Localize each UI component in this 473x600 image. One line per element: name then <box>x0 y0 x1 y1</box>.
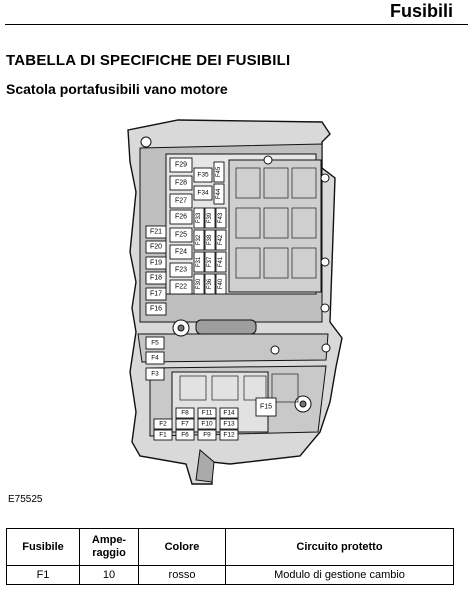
fuse-spec-table <box>6 528 454 585</box>
fuse-label: F18 <box>149 274 163 282</box>
fuse-label: F26 <box>174 213 188 221</box>
page-title: Fusibili <box>390 1 453 21</box>
fuse-f20 <box>146 241 166 253</box>
fuse-label: F27 <box>174 197 188 205</box>
fuse-label: F7 <box>181 420 189 428</box>
cell-amperage: 10 <box>80 566 139 585</box>
fuse-label: F22 <box>174 283 188 291</box>
fuse-f45 <box>214 162 224 182</box>
fuse-f36 <box>205 274 215 294</box>
cell-fuse: F1 <box>7 566 80 585</box>
fuse-f18 <box>146 272 166 284</box>
fuse-label: F32 <box>196 234 202 246</box>
fuse-label: F3 <box>151 370 159 378</box>
fuse-label: F6 <box>181 431 189 439</box>
fuse-f4 <box>146 352 164 364</box>
fuse-label: F40 <box>218 278 224 290</box>
header-divider <box>5 24 468 25</box>
fuse-label: F9 <box>203 431 211 439</box>
fuse-label: F11 <box>201 409 213 417</box>
fuse-f42 <box>216 230 226 250</box>
fuse-label: F25 <box>174 231 188 239</box>
fuse-f29 <box>170 158 192 172</box>
fuse-f25 <box>170 228 192 242</box>
table-header-row <box>7 529 454 566</box>
fuse-f10 <box>198 419 216 429</box>
fuse-f30 <box>194 274 204 294</box>
fuse-f21 <box>146 226 166 238</box>
fuse-f5 <box>146 337 164 349</box>
section-title: TABELLA DI SPECIFICHE DEI FUSIBILI <box>6 52 291 69</box>
fuse-f26 <box>170 210 192 224</box>
fuse-label: F5 <box>151 339 159 347</box>
fuse-f7 <box>176 419 194 429</box>
fuse-label: F31 <box>196 256 202 268</box>
cell-circuit: Modulo di gestione cambio <box>226 566 454 585</box>
fuse-label: F17 <box>149 290 163 298</box>
col-header-colore: Colore <box>139 529 226 566</box>
fuse-f23 <box>170 263 192 277</box>
fuse-label: F2 <box>159 420 167 428</box>
fuse-f12 <box>220 430 238 440</box>
fuse-f1 <box>154 430 172 440</box>
fuse-box-diagram <box>0 112 473 492</box>
fuse-f32 <box>194 230 204 250</box>
fuse-f39 <box>205 208 215 228</box>
fuse-f22 <box>170 280 192 294</box>
fuse-label: F30 <box>196 278 202 290</box>
fuse-label: F20 <box>149 243 163 251</box>
fuse-label: F43 <box>218 212 224 224</box>
fuse-f8 <box>176 408 194 418</box>
fuse-label: F14 <box>223 409 235 417</box>
page-header <box>0 0 473 22</box>
fuse-f2 <box>154 419 172 429</box>
fuse-f9 <box>198 430 216 440</box>
fuse-f6 <box>176 430 194 440</box>
fuse-label: F23 <box>174 266 188 274</box>
col-header-fusibile: Fusibile <box>7 529 80 566</box>
fuse-f11 <box>198 408 216 418</box>
fuse-label: F21 <box>149 228 163 236</box>
fuse-f3 <box>146 368 164 380</box>
fuse-f44 <box>214 184 224 204</box>
fuse-label: F38 <box>207 234 213 246</box>
fuse-label: F41 <box>218 256 224 268</box>
subsection-title: Scatola portafusibili vano motore <box>6 81 228 97</box>
fuse-label: F36 <box>207 278 213 290</box>
fuse-label: F10 <box>201 420 213 428</box>
fuse-f28 <box>170 176 192 190</box>
fuse-label: F28 <box>174 179 188 187</box>
fuse-label: F8 <box>181 409 189 417</box>
figure-code: E75525 <box>8 494 43 505</box>
fuse-f33 <box>194 208 204 228</box>
fuse-f27 <box>170 194 192 208</box>
fuse-label: F1 <box>159 431 167 439</box>
fuse-f41 <box>216 252 226 272</box>
fuse-f13 <box>220 419 238 429</box>
fuse-label: F42 <box>218 234 224 246</box>
fuse-f37 <box>205 252 215 272</box>
fuse-label: F24 <box>174 248 188 256</box>
fuse-label: F16 <box>149 305 163 313</box>
fuse-label: F29 <box>174 161 188 169</box>
cell-color: rosso <box>139 566 226 585</box>
fuse-label: F34 <box>197 189 209 197</box>
fuse-f17 <box>146 288 166 300</box>
fuse-label: F19 <box>149 259 163 267</box>
fuse-f40 <box>216 274 226 294</box>
col-header-circuito: Circuito protetto <box>226 529 454 566</box>
fuse-label: F33 <box>196 212 202 224</box>
fuse-f38 <box>205 230 215 250</box>
col-header-amperaggio: Ampe- raggio <box>80 529 139 566</box>
fuse-f31 <box>194 252 204 272</box>
fuse-f16 <box>146 303 166 315</box>
fuse-f24 <box>170 245 192 259</box>
fuse-f43 <box>216 208 226 228</box>
fuse-label: F45 <box>216 166 222 178</box>
fuse-label: F39 <box>207 212 213 224</box>
fuse-f19 <box>146 257 166 269</box>
table-row <box>7 566 454 585</box>
fuse-label: F35 <box>197 171 209 179</box>
fuse-label: F4 <box>151 354 159 362</box>
fuse-label: F37 <box>207 256 213 268</box>
fuse-label: F44 <box>216 188 222 200</box>
fuse-label: F15 <box>259 403 273 411</box>
fuse-f14 <box>220 408 238 418</box>
fuse-label: F13 <box>223 420 235 428</box>
fuse-f35 <box>194 168 212 182</box>
fuse-label: F12 <box>223 431 235 439</box>
fuse-f34 <box>194 186 212 200</box>
fuse-f15 <box>256 398 276 416</box>
